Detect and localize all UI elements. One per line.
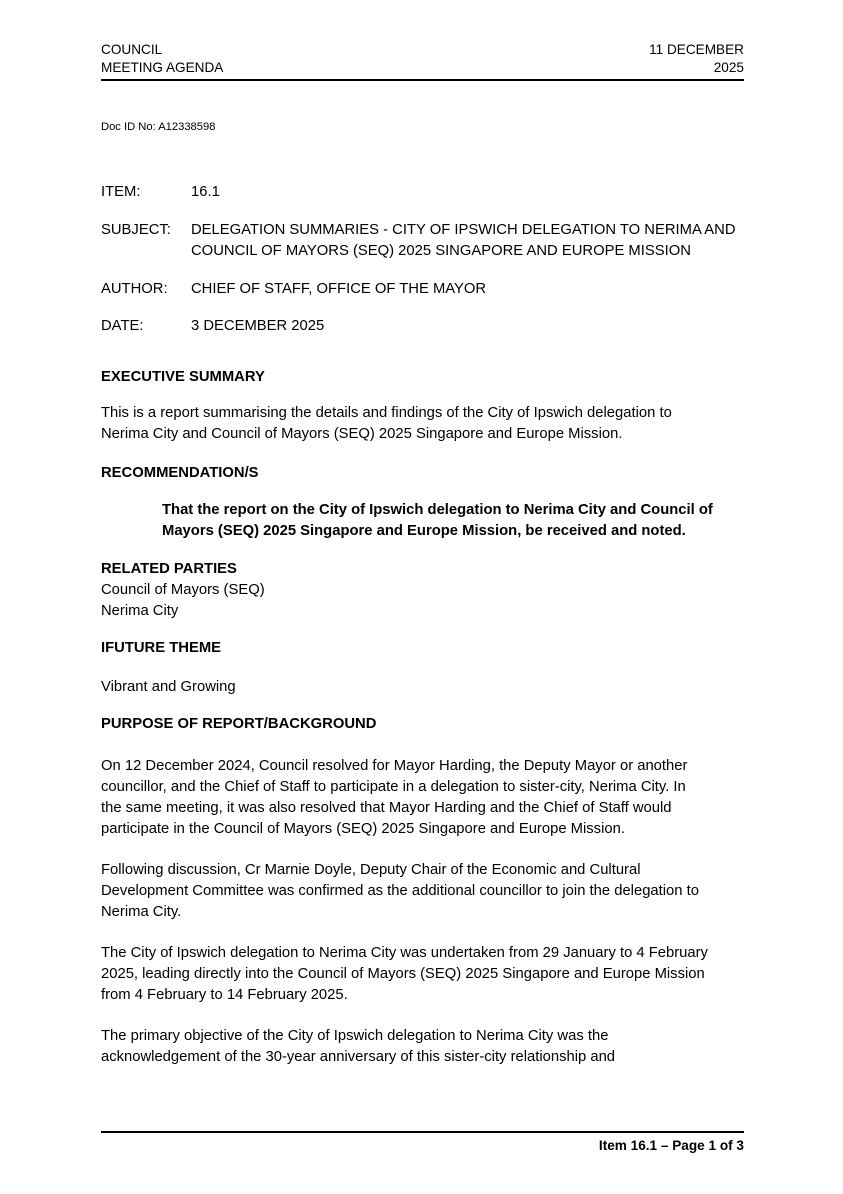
ifuture-theme-value: Vibrant and Growing xyxy=(101,679,236,695)
text-line: councillor, and the Chief of Staff to participate in a delegation to sister-city, Nerima City. In xyxy=(101,779,686,795)
subject-label: SUBJECT: xyxy=(101,222,171,238)
text-line: participate in the Council of Mayors (SEQ) 2025 Singapore and Europe Mission. xyxy=(101,821,625,837)
header-left-line: MEETING AGENDA xyxy=(101,60,224,75)
purpose-paragraph xyxy=(101,943,751,1006)
text-line: That the report on the City of Ipswich delegation to Nerima City and Council of xyxy=(162,502,713,518)
text-line: The City of Ipswich delegation to Nerima City was undertaken from 29 January to 4 February xyxy=(101,945,708,961)
text-line: from 4 February to 14 February 2025. xyxy=(101,987,348,1003)
list-item: Council of Mayors (SEQ) xyxy=(101,582,265,598)
executive-summary-text xyxy=(101,403,751,445)
related-parties-heading: RELATED PARTIES xyxy=(101,561,237,577)
page-header xyxy=(101,41,744,81)
date-value: 3 DECEMBER 2025 xyxy=(191,318,325,334)
related-parties-list xyxy=(101,580,751,622)
text-line: Mayors (SEQ) 2025 Singapore and Europe Mission, be received and noted. xyxy=(162,523,686,539)
text-line: Development Committee was confirmed as the additional councillor to join the delegation to xyxy=(101,883,699,899)
subject-value xyxy=(191,220,744,262)
ifuture-theme-heading: IFUTURE THEME xyxy=(101,640,222,656)
header-left-line: COUNCIL xyxy=(101,42,163,57)
subject-line: DELEGATION SUMMARIES - CITY OF IPSWICH DELEGATION TO NERIMA AND xyxy=(191,222,736,238)
list-item: Nerima City xyxy=(101,603,179,619)
text-line: Following discussion, Cr Marnie Doyle, Deputy Chair of the Economic and Cultural xyxy=(101,862,641,878)
header-right-line: 11 DECEMBER xyxy=(649,42,744,57)
item-value: 16.1 xyxy=(191,184,220,200)
text-line: acknowledgement of the 30-year anniversary of this sister-city relationship and xyxy=(101,1049,616,1065)
text-line: On 12 December 2024, Council resolved for Mayor Harding, the Deputy Mayor or another xyxy=(101,758,688,774)
text-line: Nerima City and Council of Mayors (SEQ) 2025 Singapore and Europe Mission. xyxy=(101,426,623,442)
footer-divider xyxy=(101,1131,744,1133)
page-footer: Item 16.1 – Page 1 of 3 xyxy=(598,1138,744,1153)
recommendation-text xyxy=(162,500,752,542)
author-label: AUTHOR: xyxy=(101,281,168,297)
purpose-paragraph xyxy=(101,1026,751,1068)
text-line: The primary objective of the City of Ipswich delegation to Nerima City was the xyxy=(101,1028,609,1044)
recommendation-heading: RECOMMENDATION/S xyxy=(101,465,259,481)
doc-id: Doc ID No: A12338598 xyxy=(101,121,216,133)
header-meeting-date xyxy=(649,41,744,77)
subject-row xyxy=(101,220,744,262)
header-meeting-type xyxy=(101,41,223,77)
purpose-heading: PURPOSE OF REPORT/BACKGROUND xyxy=(101,716,377,732)
subject-line: COUNCIL OF MAYORS (SEQ) 2025 SINGAPORE AND EUROPE MISSION xyxy=(191,243,691,259)
date-label: DATE: xyxy=(101,318,144,334)
item-label: ITEM: xyxy=(101,184,141,200)
text-line: 2025, leading directly into the Council of Mayors (SEQ) 2025 Singapore and Europe Mission xyxy=(101,966,705,982)
executive-summary-heading: EXECUTIVE SUMMARY xyxy=(101,369,265,385)
author-value: CHIEF OF STAFF, OFFICE OF THE MAYOR xyxy=(191,281,487,297)
purpose-paragraph xyxy=(101,860,751,923)
text-line: Nerima City. xyxy=(101,904,182,920)
purpose-paragraph xyxy=(101,756,751,840)
text-line: This is a report summarising the details and findings of the City of Ipswich delegation to xyxy=(101,405,672,421)
text-line: the same meeting, it was also resolved that Mayor Harding and the Chief of Staff would xyxy=(101,800,672,816)
header-right-line: 2025 xyxy=(713,60,744,75)
